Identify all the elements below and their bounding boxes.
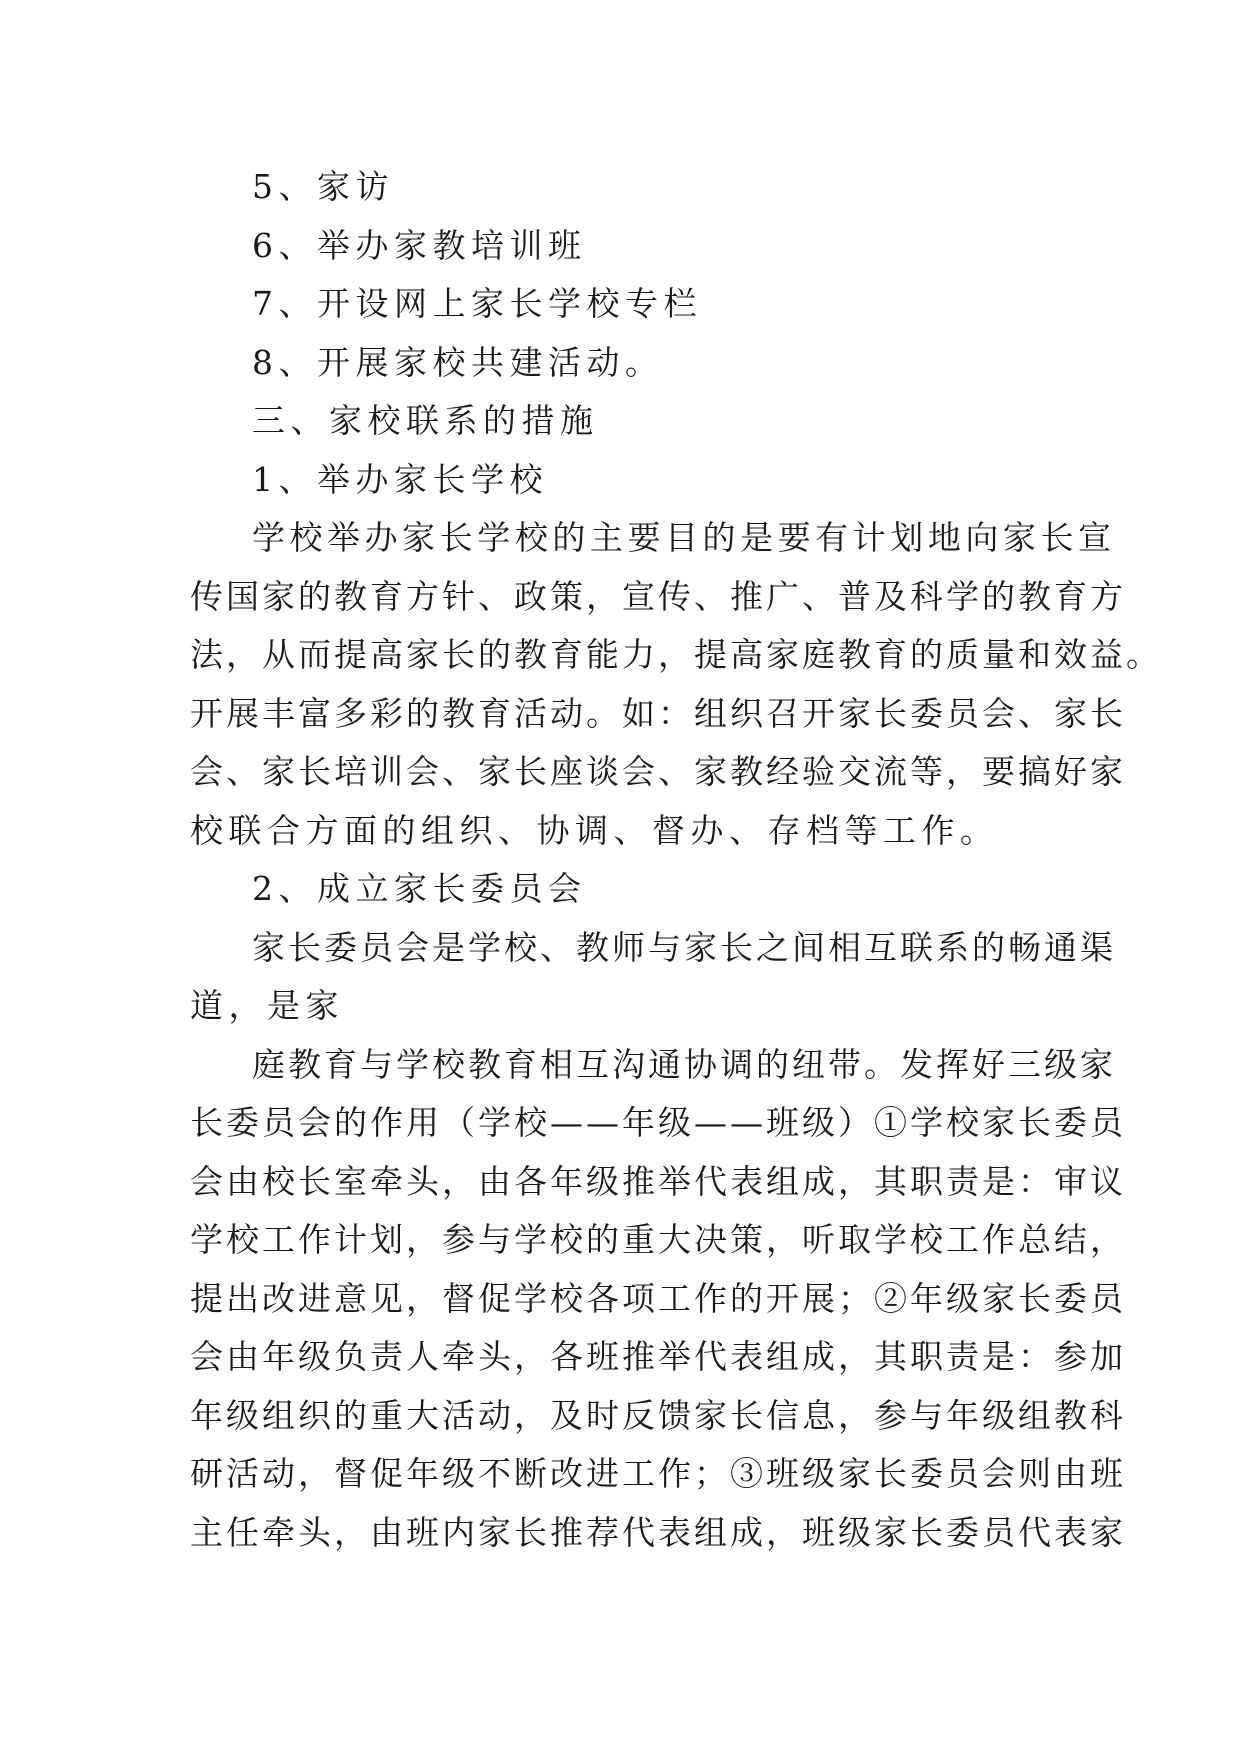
text-line: 6、举办家教培训班 [252, 225, 587, 265]
text-line: 开展丰富多彩的教育活动。如：组织召开家长委员会、家长 [190, 693, 1126, 733]
text-line: 校联合方面的组织、协调、督办、存档等工作。 [190, 810, 999, 850]
text-line: 提出改进意见，督促学校各项工作的开展；②年级家长委员 [190, 1278, 1126, 1318]
text-line: 传国家的教育方针、政策，宣传、推广、普及科学的教育方 [190, 576, 1126, 616]
text-line: 会、家长培训会、家长座谈会、家教经验交流等，要搞好家 [190, 752, 1126, 791]
text-line: 1、举办家长学校 [252, 459, 548, 499]
text-line: 庭教育与学校教育相互沟通协调的纽带。发挥好三级家 [252, 1044, 1116, 1084]
text-line: 主任牵头，由班内家长推荐代表组成，班级家长委员代表家 [190, 1512, 1126, 1552]
text-line: 家长委员会是学校、教师与家长之间相互联系的畅通渠 [252, 927, 1116, 967]
text-line: 会由年级负责人牵头，各班推举代表组成，其职责是：参加 [190, 1337, 1126, 1376]
text-line: 8、开展家校共建活动。 [252, 342, 664, 382]
text-line: 长委员会的作用（学校——年级——班级）①学校家长委员 [190, 1103, 1126, 1142]
text-line: 研活动，督促年级不断改进工作；③班级家长委员会则由班 [190, 1454, 1126, 1493]
text-line: 2、成立家长委员会 [252, 869, 587, 908]
text-line: 学校举办家长学校的主要目的是要有计划地向家长宣 [252, 518, 1114, 557]
text-line: 三、家校联系的措施 [252, 401, 599, 440]
text-line: 会由校长室牵头，由各年级推举代表组成，其职责是：审议 [190, 1161, 1126, 1201]
text-line: 法，从而提高家长的教育能力，提高家庭教育的质量和效益。 [190, 635, 1162, 674]
text-line: 5、家访 [252, 167, 394, 206]
text-line: 学校工作计划，参与学校的重大决策，听取学校工作总结， [190, 1220, 1126, 1259]
text-line: 道，是家 [190, 986, 344, 1025]
document-body [190, 158, 1162, 1562]
text-line: 7、开设网上家长学校专栏 [252, 284, 702, 323]
text-line: 年级组织的重大活动，及时反馈家长信息，参与年级组教科 [190, 1395, 1126, 1435]
